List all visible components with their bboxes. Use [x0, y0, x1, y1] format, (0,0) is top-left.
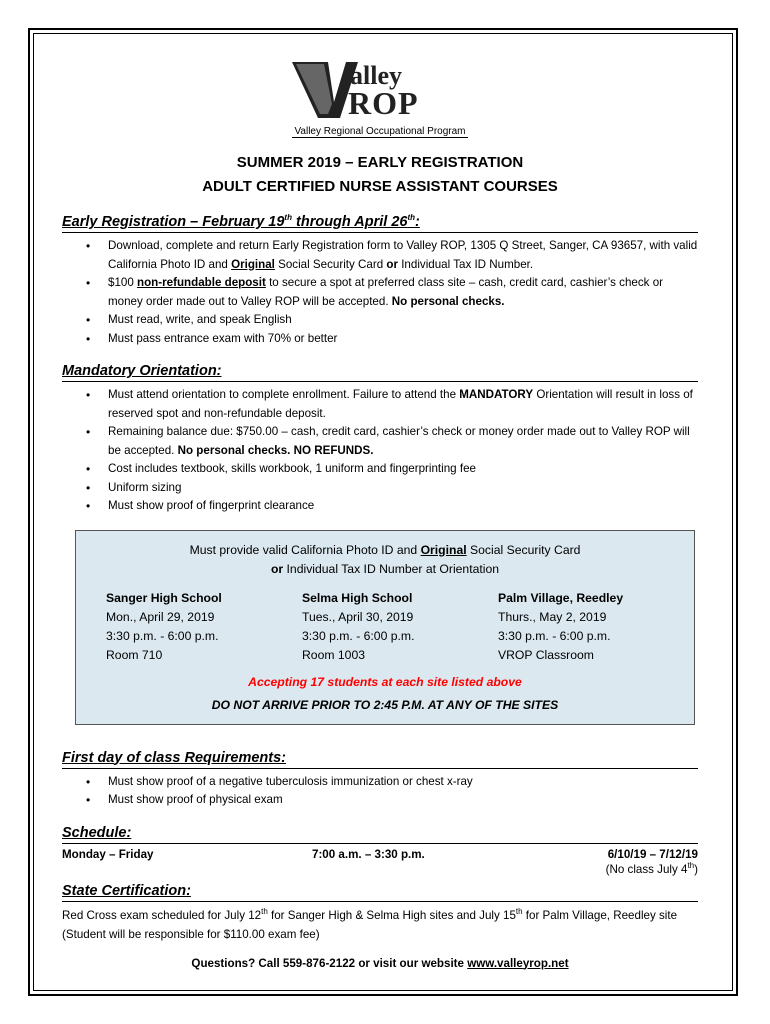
list-item: • Remaining balance due: $750.00 – cash, credit card, cashier’s check or money order made out to Valley ROP will be accepted. No personal checks. NO REFUNDS.	[62, 423, 698, 460]
site-name: Sanger High School	[106, 590, 222, 605]
logo-word-top: alley	[350, 61, 402, 90]
list-item: • Must show proof of fingerprint clearance	[62, 497, 698, 516]
site-sanger	[106, 589, 302, 665]
site-date: Thurs., May 2, 2019	[498, 609, 607, 624]
schedule-days: Monday – Friday	[62, 847, 154, 861]
site-room: Room 1003	[302, 647, 366, 662]
logo-word-bottom: ROP	[348, 85, 419, 121]
capacity-note: Accepting 17 students at each site listed above	[248, 674, 522, 689]
orientation-callout-box	[75, 530, 695, 725]
site-palm-village	[498, 589, 694, 665]
schedule-heading: Schedule:	[62, 824, 698, 844]
site-name: Palm Village, Reedley	[498, 590, 624, 605]
first-day-list	[62, 773, 698, 810]
list-item: • $100 non-refundable deposit to secure a spot at preferred class site – cash, credit card, cashier’s check or money order made out to Valley ROP will be accepted. No personal checks.	[62, 274, 698, 311]
site-time: 3:30 p.m. - 6:00 p.m.	[106, 628, 219, 643]
state-cert-text: Red Cross exam scheduled for July 12th for Sanger High & Selma High sites and July 15th for Palm Village, Reedley site (Student will be responsible for $110.00 exam fee)	[62, 906, 678, 941]
orientation-list	[62, 386, 698, 516]
org-name: Valley Regional Occupational Program	[294, 126, 466, 137]
early-registration-list	[62, 237, 698, 348]
site-time: 3:30 p.m. - 6:00 p.m.	[498, 628, 611, 643]
orientation-heading: Mandatory Orientation:	[62, 362, 698, 382]
site-name: Selma High School	[302, 590, 413, 605]
schedule-note: (No class July 4th)	[605, 860, 698, 876]
list-item: • Must read, write, and speak English	[62, 311, 698, 330]
schedule-row	[62, 848, 698, 861]
orientation-sites	[106, 589, 694, 665]
state-cert-heading: State Certification:	[62, 882, 698, 902]
valley-rop-logo-icon	[288, 58, 488, 122]
title-line1: SUMMER 2019 – EARLY REGISTRATION	[236, 154, 524, 171]
early-registration-heading: Early Registration – February 19th through April 26th:	[62, 213, 698, 233]
questions-line: Questions? Call 559-876-2122 or visit our website www.valleyrop.net	[191, 956, 569, 970]
website-link[interactable]: www.valleyrop.net	[467, 956, 569, 970]
site-date: Mon., April 29, 2019	[106, 609, 215, 624]
callout-id-line1: Must provide valid California Photo ID and Original Social Security Card	[189, 542, 581, 557]
site-date: Tues., April 30, 2019	[302, 609, 414, 624]
first-day-heading: First day of class Requirements:	[62, 749, 698, 769]
list-item: • Must attend orientation to complete enrollment. Failure to attend the MANDATORY Orientation will result in loss of reserved spot and non-refundable deposit.	[62, 386, 698, 423]
list-item: • Must show proof of physical exam	[62, 791, 698, 810]
site-selma	[302, 589, 498, 665]
list-item: • Must pass entrance exam with 70% or better	[62, 330, 698, 349]
site-room: VROP Classroom	[498, 647, 594, 662]
list-item: • Cost includes textbook, skills workbook, 1 uniform and fingerprinting fee	[62, 460, 698, 479]
list-item: • Must show proof of a negative tuberculosis immunization or chest x-ray	[62, 773, 698, 792]
site-time: 3:30 p.m. - 6:00 p.m.	[302, 628, 415, 643]
arrival-warning: DO NOT ARRIVE PRIOR TO 2:45 P.M. AT ANY OF THE SITES	[211, 697, 559, 712]
list-item: • Download, complete and return Early Registration form to Valley ROP, 1305 Q Street, Sanger, CA 93657, with valid California Photo ID and Original Social Security Card or Individual Tax ID Number.	[62, 237, 698, 274]
schedule-hours: 7:00 a.m. – 3:30 p.m.	[312, 847, 425, 861]
list-item: • Uniform sizing	[62, 479, 698, 498]
callout-id-line2: or Individual Tax ID Number at Orientation	[270, 561, 500, 576]
schedule-dates: 6/10/19 – 7/12/19	[607, 847, 698, 861]
flyer-content	[62, 40, 698, 970]
site-room: Room 710	[106, 647, 163, 662]
logo	[62, 40, 698, 126]
title-line2: ADULT CERTIFIED NURSE ASSISTANT COURSES	[202, 178, 558, 195]
